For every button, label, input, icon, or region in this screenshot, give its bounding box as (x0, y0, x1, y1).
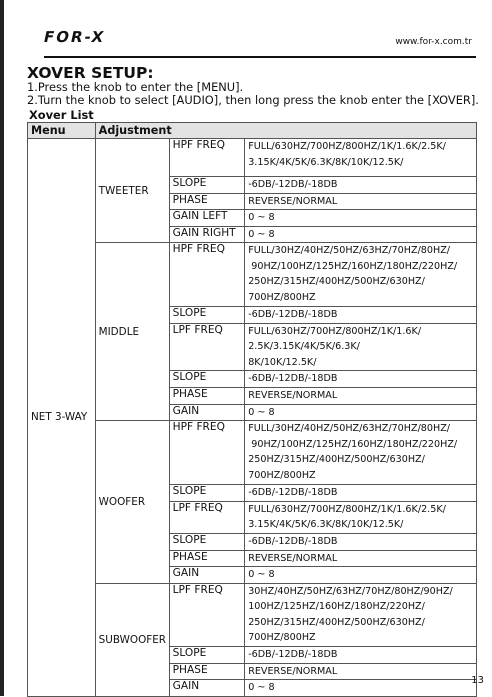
page-header (44, 26, 476, 60)
xover-table (27, 122, 477, 697)
value-cell: 0 ~ 8 (245, 226, 477, 243)
parameter-cell: SLOPE (169, 485, 245, 502)
parameter-cell: SLOPE (169, 533, 245, 550)
value-cell: 0 ~ 8 (245, 567, 477, 584)
value-cell: -6DB/-12DB/-18DB (245, 533, 477, 550)
parameter-cell: SLOPE (169, 371, 245, 388)
channel-cell: MIDDLE (95, 243, 169, 421)
instruction-step-1: 1.Press the knob to enter the [MENU]. (27, 80, 244, 94)
value-cell: -6DB/-12DB/-18DB (245, 485, 477, 502)
parameter-cell: PHASE (169, 387, 245, 404)
parameter-cell: GAIN RIGHT (169, 226, 245, 243)
value-cell: REVERSE/NORMAL (245, 663, 477, 680)
website-url: www.for-x.com.tr (395, 37, 472, 47)
table-body (28, 139, 477, 697)
value-cell: FULL/30HZ/40HZ/50HZ/63HZ/70HZ/80HZ/ 90HZ/100HZ/125HZ/160HZ/180HZ/220HZ/ 250HZ/315HZ/400HZ/500HZ/630HZ/ 700HZ/800HZ (245, 421, 477, 485)
list-title: Xover List (29, 108, 94, 122)
header-divider (44, 56, 476, 58)
parameter-cell: GAIN (169, 404, 245, 421)
header-adjustment: Adjustment (95, 123, 476, 139)
brand-logo: FOR-X (42, 28, 108, 46)
table-row (28, 139, 477, 177)
value-cell: REVERSE/NORMAL (245, 193, 477, 210)
channel-cell: SUBWOOFER (95, 583, 169, 696)
header-menu: Menu (28, 123, 96, 139)
parameter-cell: GAIN (169, 567, 245, 584)
table-row (28, 421, 477, 485)
value-cell: 0 ~ 8 (245, 680, 477, 697)
instruction-step-2: 2.Turn the knob to select [AUDIO], then long press the knob enter the [XOVER]. (27, 93, 479, 107)
parameter-cell: PHASE (169, 193, 245, 210)
menu-cell: NET 3-WAY (28, 139, 96, 697)
value-cell: 30HZ/40HZ/50HZ/63HZ/70HZ/80HZ/90HZ/ 100HZ/125HZ/160HZ/180HZ/220HZ/ 250HZ/315HZ/400HZ/500HZ/630HZ/ 700HZ/800HZ (245, 583, 477, 646)
parameter-cell: PHASE (169, 550, 245, 567)
value-cell: FULL/630HZ/700HZ/800HZ/1K/1.6K/2.5K/ 3.15K/4K/5K/6.3K/8K/10K/12.5K/ (245, 501, 477, 533)
value-cell: -6DB/-12DB/-18DB (245, 307, 477, 324)
page-binding-edge (0, 0, 4, 696)
parameter-cell: SLOPE (169, 307, 245, 324)
value-cell: REVERSE/NORMAL (245, 387, 477, 404)
page-number: 13 (471, 675, 484, 686)
parameter-cell: HPF FREQ (169, 421, 245, 485)
parameter-cell: LPF FREQ (169, 323, 245, 371)
section-title: XOVER SETUP: (27, 64, 154, 82)
parameter-cell: GAIN LEFT (169, 210, 245, 227)
table-row (28, 583, 477, 646)
table-row (28, 243, 477, 307)
value-cell: FULL/630HZ/700HZ/800HZ/1K/1.6K/2.5K/ 3.15K/4K/5K/6.3K/8K/10K/12.5K/ (245, 139, 477, 177)
channel-cell: WOOFER (95, 421, 169, 584)
value-cell: REVERSE/NORMAL (245, 550, 477, 567)
value-cell: FULL/30HZ/40HZ/50HZ/63HZ/70HZ/80HZ/ 90HZ/100HZ/125HZ/160HZ/180HZ/220HZ/ 250HZ/315HZ/400HZ/500HZ/630HZ/ 700HZ/800HZ (245, 243, 477, 307)
parameter-cell: HPF FREQ (169, 139, 245, 177)
parameter-cell: LPF FREQ (169, 583, 245, 646)
parameter-cell: GAIN (169, 680, 245, 697)
channel-cell: TWEETER (95, 139, 169, 243)
value-cell: 0 ~ 8 (245, 404, 477, 421)
value-cell: FULL/630HZ/700HZ/800HZ/1K/1.6K/ 2.5K/3.15K/4K/5K/6.3K/ 8K/10K/12.5K/ (245, 323, 477, 371)
value-cell: 0 ~ 8 (245, 210, 477, 227)
parameter-cell: PHASE (169, 663, 245, 680)
parameter-cell: SLOPE (169, 177, 245, 194)
parameter-cell: LPF FREQ (169, 501, 245, 533)
value-cell: -6DB/-12DB/-18DB (245, 177, 477, 194)
table-header-row (28, 123, 477, 139)
parameter-cell: HPF FREQ (169, 243, 245, 307)
value-cell: -6DB/-12DB/-18DB (245, 646, 477, 663)
value-cell: -6DB/-12DB/-18DB (245, 371, 477, 388)
parameter-cell: SLOPE (169, 646, 245, 663)
